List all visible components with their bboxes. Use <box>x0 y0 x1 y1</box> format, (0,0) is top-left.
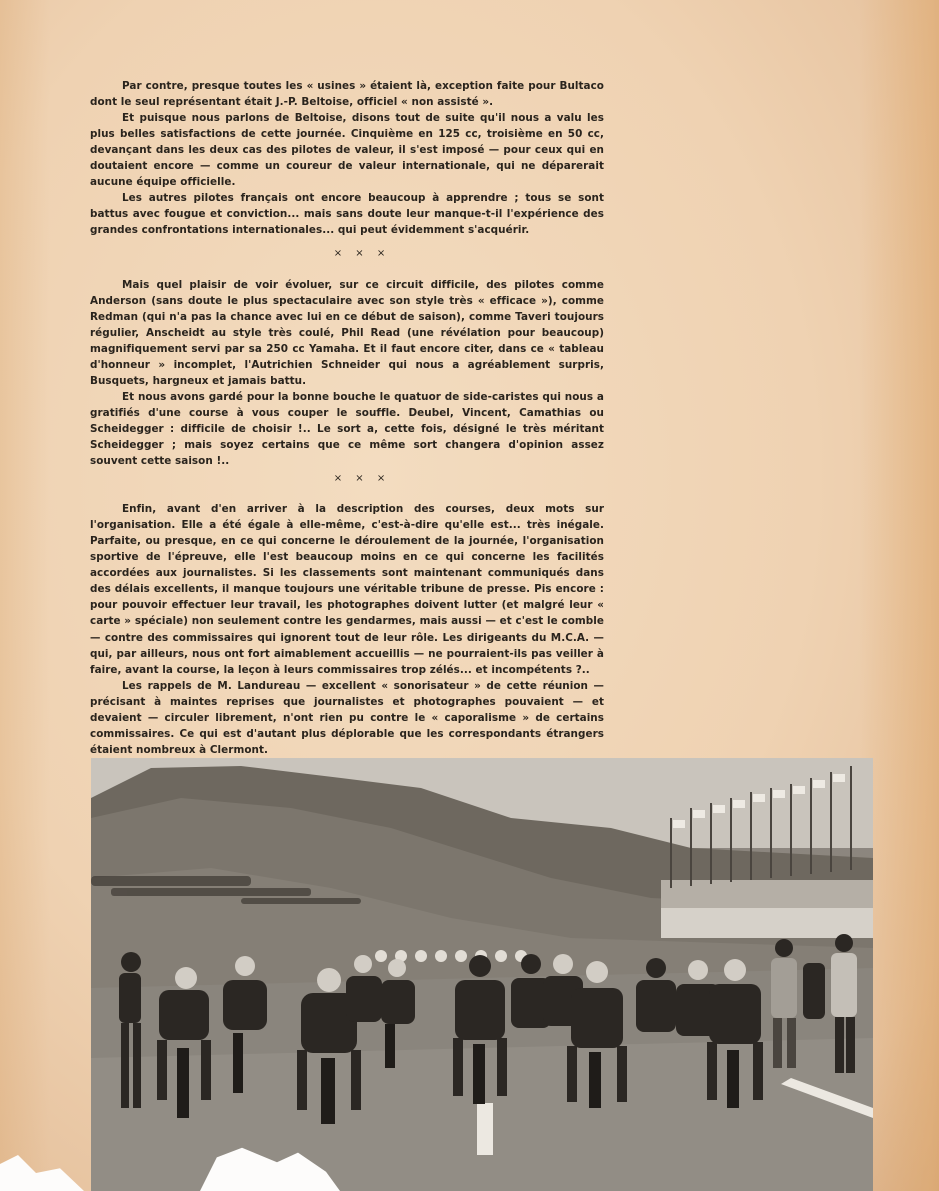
paper-stain-left <box>0 0 50 1191</box>
paragraph: Les autres pilotes français ont encore beaucoup à apprendre ; tous se sont battus avec fougue et conviction... mais sans doute leur manque-t-il l'expérience des grandes confrontations internationales... qui peut évidemment s'acquérir. <box>90 192 604 237</box>
paragraph: Et nous avons gardé pour la bonne bouche le quatuor de side-caristes qui nous a gratifiés d'une course à vous couper le souffle. Deubel, Vincent, Camathias ou Scheidegger : difficile de choisir !.. Le sort a, cette fois, désigné le très méritant Scheidegger ; mais soyez certains que ce même sort changera d'opinion assez souvent cette saison !.. <box>90 390 604 468</box>
paragraph: Et puisque nous parlons de Beltoise, disons tout de suite qu'il nous a valu les plus belles satisfactions de cette journée. Cinquième en 125 cc, troisième en 50 cc, devançant dans les deux cas des pilotes de valeur, il s'est imposé — pour ceux qui en doutaient encore — comme un coureur de valeur internationale, qui ne déparerait aucune équipe officielle. <box>90 112 604 189</box>
paragraph: Mais quel plaisir de voir évoluer, sur ce circuit difficile, des pilotes comme Anderson (sans doute le plus spectaculaire avec son style très « efficace »), comme Redman (qui n'a pas la chance avec lui en ce début de saison), comme Taveri toujours régulier, Anscheidt au style très coulé, Phil Read (une révélation pour beaucoup) magnifiquement servi par sa 250 cc Yamaha. Et il faut encore citer, dans ce « tableau d'honneur » incomplet, l'Autrichien Schneider qui nous a agréablement surpris, Busquets, hargneux et jamais battu. <box>90 278 604 387</box>
paragraph: Enfin, avant d'en arriver à la description des courses, deux mots sur l'organisation. Elle a été égale à elle-même, c'est-à-dire qu'elle est... très inégale. Parfaite, ou presque, en ce qui concerne le déroulement de la journée, l'organisation sportive de l'épreuve, elle l'est beaucoup moins en ce qui concerne les facilités accordées aux journalistes. Si les classements sont maintenant communiqués dans des délais excellents, il manque toujours une véritable tribune de presse. Pis encore : pour pouvoir effectuer leur travail, les photographes doivent lutter (et malgré leur « carte » spéciale) non seulement contre les gendarmes, mais aussi — et c'est le comble — contre des commissaires qui ignorent tout de leur rôle. Les dirigeants du M.C.A. — qui, par ailleurs, nous ont fort aimablement accueillis — ne pourraient-ils pas veiller à faire, avant la course, la leçon à leurs commissaires trop zélés... et incompétents ?.. <box>90 503 604 676</box>
section-separator: × × × <box>333 473 391 485</box>
paragraph: Les rappels de M. Landureau — excellent « sonorisateur » de cette réunion — précisant à maintes reprises que journalistes et photographes pouvaient — et devaient — circuler librement, n'ont rien pu contre le « caporalisme » de certains commissaires. Ce qui est d'autant plus déplorable que les correspondants étrangers étaient nombreux à Clermont. <box>90 679 604 756</box>
article-body <box>90 78 604 806</box>
paragraph-block-1 <box>90 78 604 238</box>
paragraph-block-3 <box>90 501 604 758</box>
race-start-photo <box>91 758 873 1191</box>
paragraph: Par contre, presque toutes les « usines » étaient là, exception faite pour Bultaco dont le seul représentant était J.-P. Beltoise, officiel « non assisté ». <box>90 80 604 109</box>
section-separator: × × × <box>333 248 391 260</box>
photo-racing-grid-icon <box>91 758 873 1191</box>
paragraph-block-2 <box>90 277 604 470</box>
